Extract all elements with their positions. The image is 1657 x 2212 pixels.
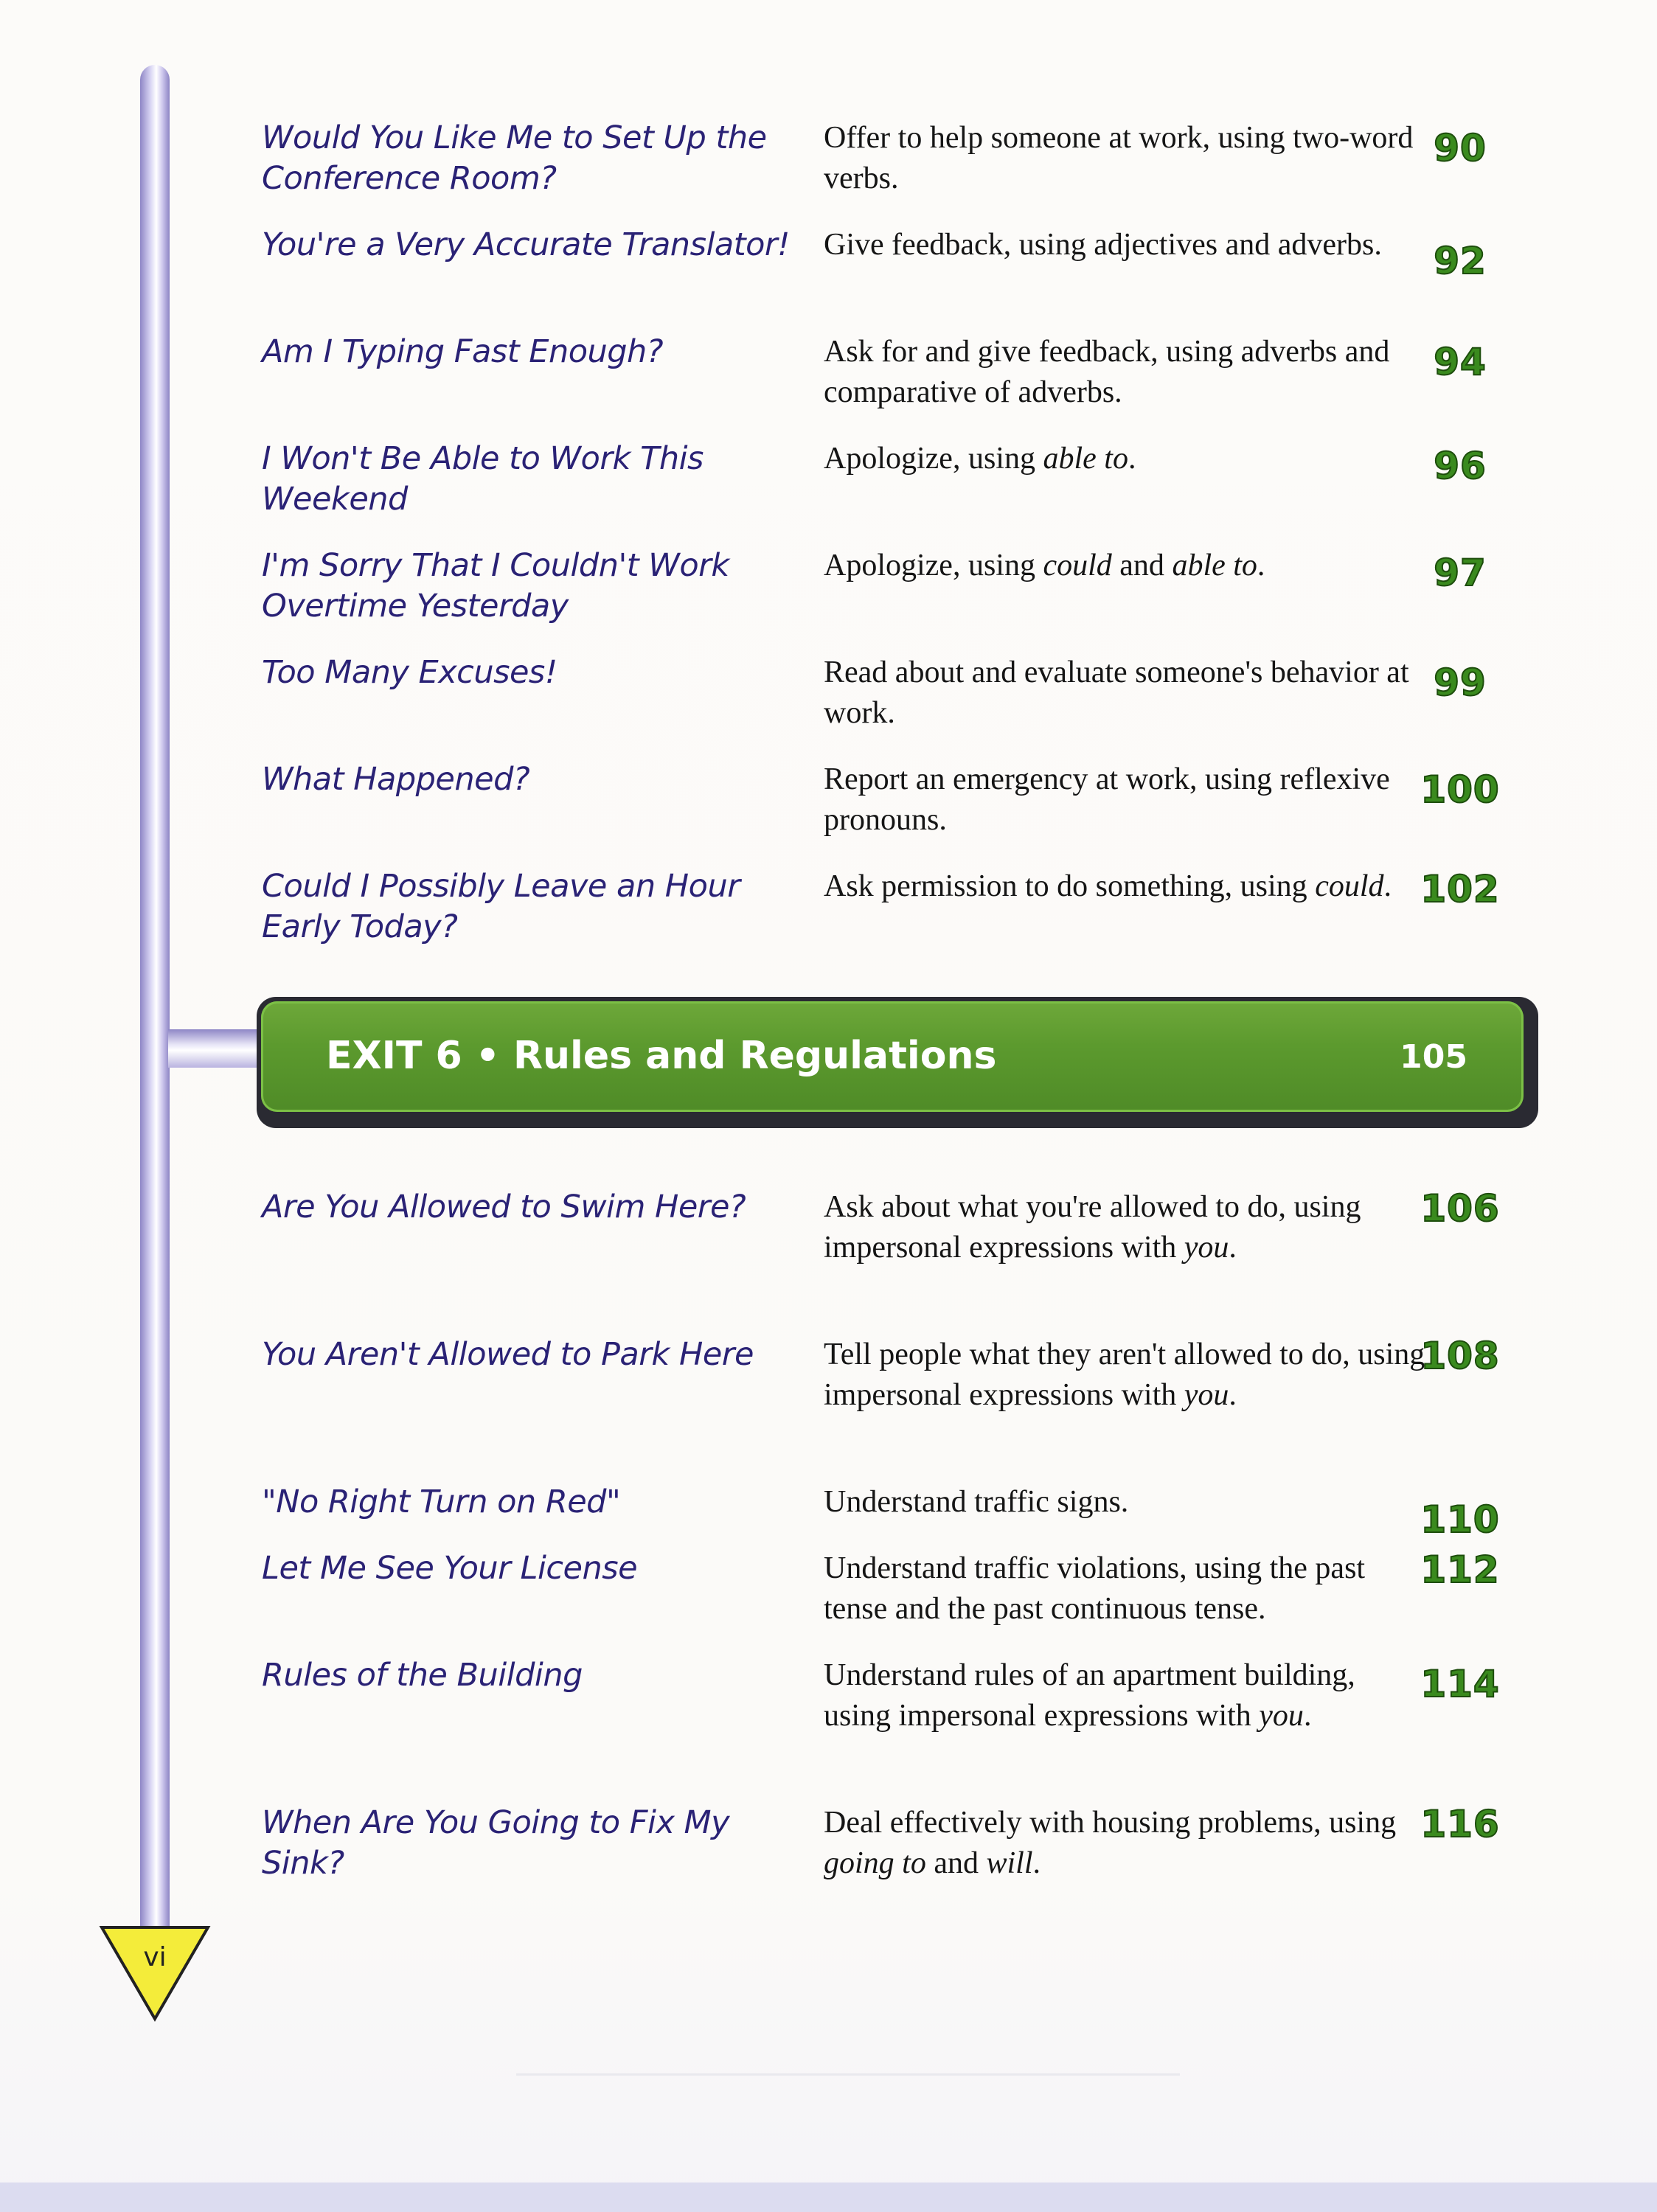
- description-text: Apologize, using: [824, 442, 1043, 476]
- lesson-description: [824, 759, 1428, 841]
- description-text: and: [925, 1846, 987, 1880]
- exit-title: Rules and Regulations: [513, 1034, 997, 1078]
- lesson-description: [824, 1187, 1428, 1268]
- exit-banner-fill: [261, 1001, 1524, 1112]
- description-text: Offer to help someone at work, using two-word verbs.: [824, 121, 1414, 195]
- lesson-title[interactable]: Would You Like Me to Set Up the Conference Room?: [262, 119, 767, 197]
- lesson-page-number[interactable]: 102: [1420, 868, 1500, 911]
- description-text: Ask for and give feedback, using adverbs and comparative of adverbs.: [824, 335, 1390, 409]
- lesson-title[interactable]: Am I Typing Fast Enough?: [262, 333, 664, 370]
- lesson-page-number[interactable]: 96: [1434, 445, 1487, 487]
- lesson-title[interactable]: "No Right Turn on Red": [262, 1484, 621, 1520]
- page-number-marker: [96, 1924, 214, 2024]
- description-text: Apologize, using: [824, 549, 1043, 582]
- description-text: Understand traffic violations, using the past tense and the past continuous tense.: [824, 1551, 1366, 1626]
- lesson-title[interactable]: Rules of the Building: [262, 1657, 583, 1694]
- description-text: Understand traffic signs.: [824, 1485, 1129, 1519]
- timeline-connector: [168, 1029, 264, 1068]
- lesson-title[interactable]: Are You Allowed to Swim Here?: [262, 1189, 746, 1225]
- lesson-title[interactable]: What Happened?: [262, 761, 530, 798]
- lesson-title[interactable]: When Are You Going to Fix My Sink?: [262, 1804, 730, 1882]
- lesson-title[interactable]: You Aren't Allowed to Park Here: [262, 1336, 754, 1373]
- lesson-description: [824, 653, 1428, 734]
- exit-page-number: 105: [1400, 1038, 1467, 1076]
- description-text: Ask about what you're allowed to do, using impersonal expressions with: [824, 1190, 1361, 1265]
- lesson-page-number[interactable]: 94: [1434, 341, 1487, 383]
- exit-banner-heading: [326, 1034, 996, 1078]
- lesson-page-number[interactable]: 110: [1420, 1498, 1500, 1541]
- lesson-title[interactable]: Could I Possibly Leave an Hour Early Today?: [262, 868, 740, 945]
- description-text: Ask permission to do something, using: [824, 869, 1316, 903]
- lesson-page-number[interactable]: 116: [1420, 1803, 1500, 1846]
- description-text: .: [1128, 442, 1136, 476]
- lesson-title[interactable]: I Won't Be Able to Work This Weekend: [262, 440, 704, 518]
- lesson-title[interactable]: You're a Very Accurate Translator!: [262, 226, 790, 263]
- description-text: Report an emergency at work, using reflexive pronouns.: [824, 762, 1390, 837]
- description-italic-term: you: [1184, 1231, 1229, 1265]
- description-italic-term: could: [1315, 869, 1384, 903]
- description-text: Understand rules of an apartment building, using impersonal expressions with: [824, 1658, 1355, 1733]
- description-text: .: [1303, 1699, 1312, 1733]
- lesson-title[interactable]: Too Many Excuses!: [262, 654, 557, 691]
- description-text: .: [1383, 869, 1392, 903]
- exit-banner[interactable]: [257, 997, 1538, 1128]
- description-italic-term: able to: [1043, 442, 1128, 476]
- lesson-description: [824, 546, 1428, 586]
- description-italic-term: could: [1043, 549, 1112, 582]
- lesson-description: [824, 1548, 1428, 1630]
- lesson-page-number[interactable]: 114: [1420, 1663, 1500, 1705]
- lesson-description: [824, 1803, 1428, 1884]
- triangle-marker-icon: [96, 1924, 214, 2024]
- lesson-description: [824, 225, 1428, 265]
- lesson-description: [824, 1655, 1428, 1736]
- description-text: .: [1257, 549, 1265, 582]
- description-text: .: [1032, 1846, 1041, 1880]
- description-italic-term: going to: [824, 1846, 926, 1880]
- lesson-description: [824, 332, 1428, 413]
- lesson-title[interactable]: I'm Sorry That I Couldn't Work Overtime Yesterday: [262, 547, 729, 625]
- lesson-description: [824, 118, 1428, 199]
- timeline-bar: [140, 65, 170, 1938]
- lesson-description: [824, 1335, 1428, 1416]
- description-italic-term: will: [986, 1846, 1033, 1880]
- lesson-description: [824, 439, 1428, 479]
- description-text: .: [1229, 1231, 1237, 1265]
- lesson-page-number[interactable]: 99: [1434, 661, 1487, 704]
- description-text: Deal effectively with housing problems, using: [824, 1806, 1397, 1840]
- description-italic-term: you: [1184, 1378, 1229, 1412]
- lesson-description: [824, 866, 1428, 907]
- description-text: and: [1111, 549, 1173, 582]
- lesson-description: [824, 1482, 1428, 1523]
- lesson-page-number[interactable]: 108: [1420, 1335, 1500, 1377]
- exit-bullet: •: [475, 1034, 500, 1078]
- lesson-page-number[interactable]: 106: [1420, 1187, 1500, 1230]
- lesson-page-number[interactable]: 97: [1434, 552, 1487, 594]
- description-italic-term: you: [1259, 1699, 1304, 1733]
- page-number: vi: [143, 1942, 167, 1972]
- description-text: Read about and evaluate someone's behavior at work.: [824, 655, 1409, 730]
- lesson-page-number[interactable]: 100: [1420, 768, 1500, 811]
- description-italic-term: able to: [1172, 549, 1257, 582]
- exit-label: EXIT 6: [326, 1034, 462, 1078]
- lesson-title[interactable]: Let Me See Your License: [262, 1550, 638, 1587]
- description-text: Give feedback, using adjectives and adverbs.: [824, 228, 1382, 262]
- lesson-page-number[interactable]: 92: [1434, 240, 1487, 282]
- description-text: Tell people what they aren't allowed to do, using impersonal expressions with: [824, 1338, 1425, 1412]
- description-text: .: [1229, 1378, 1237, 1412]
- lesson-page-number[interactable]: 112: [1420, 1548, 1500, 1591]
- scan-edge-band: [0, 2183, 1657, 2212]
- lesson-page-number[interactable]: 90: [1434, 127, 1487, 170]
- bottom-divider: [516, 2073, 1180, 2076]
